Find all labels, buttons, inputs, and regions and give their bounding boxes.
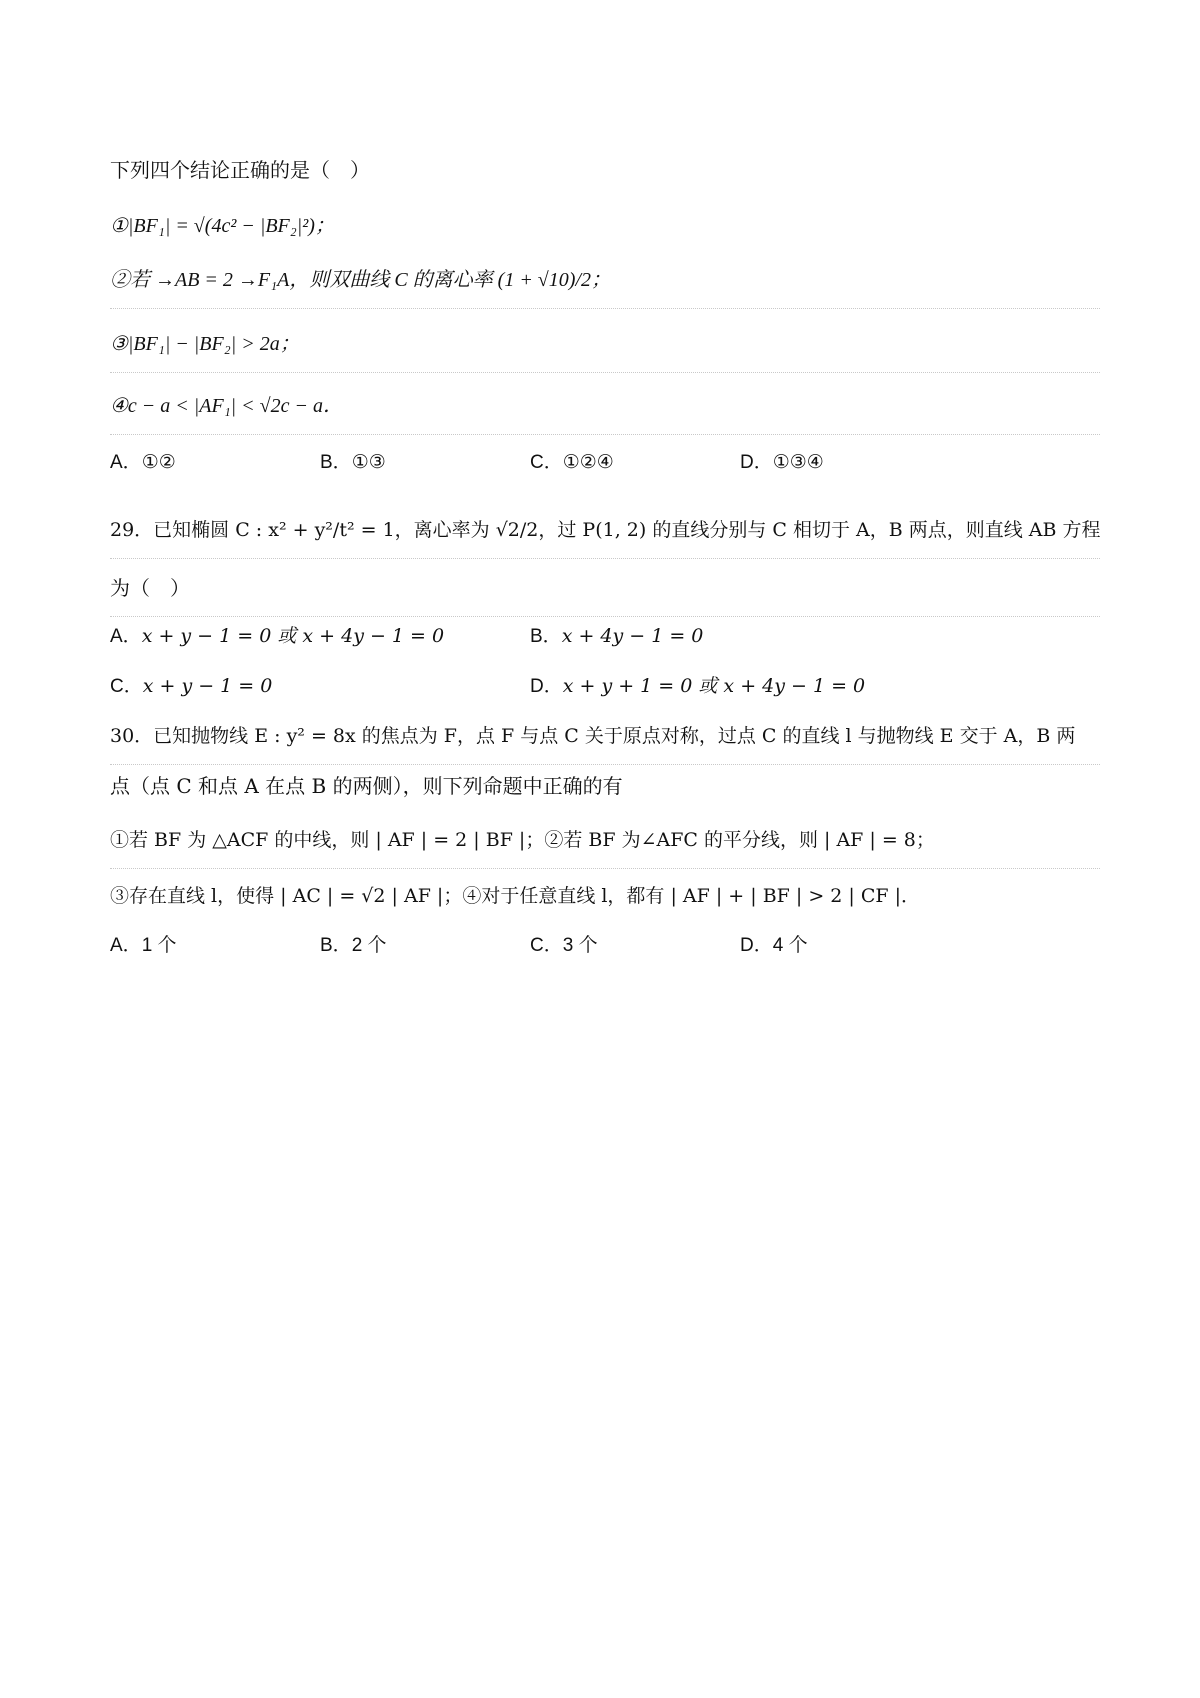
q28-option-b: B．①③ <box>320 451 386 473</box>
q28-statement-1: ①|BF₁| = √(4c² − |BF₂|²)； <box>110 215 335 237</box>
q29-option-d: D．x + y + 1 = 0 或 x + 4y − 1 = 0 <box>530 675 866 697</box>
q30-stem-line-1: 30．已知抛物线 E : y² = 8x 的焦点为 F，点 F 与点 C 关于原点对称，过点 C 的直线 l 与抛物线 E 交于 A，B 两 <box>110 722 1100 765</box>
q28-option-a: A．①② <box>110 451 176 473</box>
q30-statements-1-2: ①若 BF 为 △ACF 的中线，则 | AF | = 2 | BF |；②若 BF 为∠AFC 的平分线，则 | AF | = 8； <box>110 826 1100 869</box>
q30-option-c: C．3 个 <box>530 935 598 956</box>
q29-stem-line-2: 为（ ） <box>110 574 1100 617</box>
q29-option-b: B．x + 4y − 1 = 0 <box>530 625 704 647</box>
q28-intro: 下列四个结论正确的是（ ） <box>110 158 370 182</box>
q30-option-d: D．4 个 <box>740 935 808 956</box>
q28-option-d: D．①③④ <box>740 451 824 473</box>
q28-statement-2: ②若 →AB = 2 →F₁A，则双曲线 C 的离心率 (1 + √10)/2； <box>110 266 1100 309</box>
q29-option-c: C．x + y − 1 = 0 <box>110 675 273 697</box>
q28-statement-3: ③|BF₁| − |BF₂| > 2a； <box>110 330 1100 373</box>
q30-option-a: A．1 个 <box>110 935 177 956</box>
q30-statements-3-4: ③存在直线 l，使得 | AC | = √2 | AF |；④对于任意直线 l，都有 | AF | + | BF | > 2 | CF |． <box>110 885 921 907</box>
q29-stem-line-1: 29．已知椭圆 C : x² + y²/t² = 1，离心率为 √2/2，过 P(1, 2) 的直线分别与 C 相切于 A，B 两点，则直线 AB 方程 <box>110 516 1100 559</box>
q28-statement-4: ④c − a < |AF₁| < √2c − a． <box>110 392 1100 435</box>
q28-option-c: C．①②④ <box>530 451 614 473</box>
q30-option-b: B．2 个 <box>320 935 387 956</box>
q29-option-a: A．x + y − 1 = 0 或 x + 4y − 1 = 0 <box>110 625 445 647</box>
q30-stem-line-2: 点（点 C 和点 A 在点 B 的两侧），则下列命题中正确的有 <box>110 774 623 798</box>
